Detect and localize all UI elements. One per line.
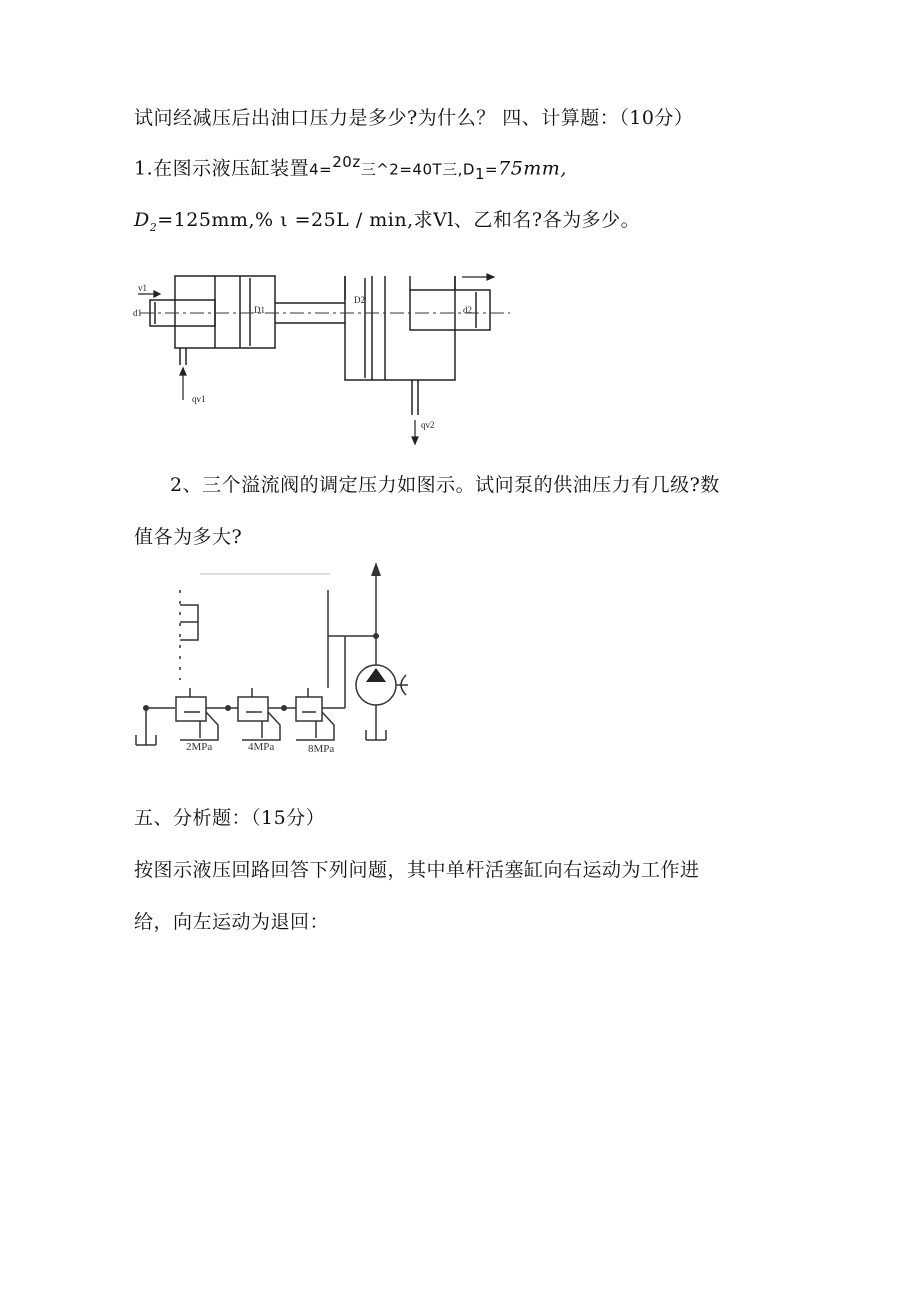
- valve-2-pressure: 4MPa: [248, 741, 275, 753]
- problem-1-lead: 1.在图示液压缸装置: [134, 157, 310, 180]
- pump-triangle: [366, 668, 386, 682]
- question-3-tail: 试问经减压后出油口压力是多少?为什么？ 四、计算题：（10分）: [134, 107, 694, 129]
- problem-1-formula-c: =: [485, 160, 499, 179]
- problem-1-formula-sub: 1: [474, 165, 486, 184]
- problem-2-line-1: 2、三个溢流阀的调定压力如图示。试问泵的供油压力有几级?数: [170, 474, 720, 496]
- label-D2: D2: [354, 295, 365, 305]
- label-qv2: qv2: [421, 420, 435, 430]
- label-d1: d1: [133, 308, 142, 318]
- figure-1-cylinders: [130, 268, 530, 448]
- problem-1-d2-sub: 2: [149, 220, 158, 234]
- problem-1-formula-a: 4=: [309, 160, 333, 179]
- problem-1-d2-symbol: D: [134, 209, 150, 231]
- problem-5-line-1: 按图示液压回路回答下列问题，其中单杆活塞缸向右运动为工作进: [134, 859, 700, 881]
- relief-valve-3: [296, 697, 322, 721]
- valve-3-pressure: 8MPa: [308, 743, 335, 755]
- label-v1: v1: [138, 283, 147, 293]
- valve-1-pressure: 2MPa: [186, 741, 213, 753]
- relief-valve-2: [238, 697, 268, 721]
- figure-2-relief-valves: [130, 558, 420, 758]
- section-5-heading: 五、分析题：（15分）: [134, 807, 326, 829]
- relief-valve-1: [176, 697, 206, 721]
- problem-1-formula-sup: 20z: [332, 153, 361, 171]
- output-arrow: [371, 562, 381, 576]
- label-d2: d2: [463, 305, 472, 315]
- right-cylinder-body: [345, 276, 455, 380]
- problem-1-line-2: [134, 205, 640, 234]
- problem-5-line-2: 给，向左运动为退回：: [134, 911, 330, 933]
- problem-1-formula-d: 75mm,: [498, 157, 567, 180]
- problem-1-formula-b: 三^2=40T三,D: [360, 160, 475, 179]
- problem-2-line-2: 值各为多大?: [134, 526, 243, 548]
- problem-1-line-2-rest: =125mm,% ι =25L / min,求Vl、乙和名?各为多少。: [157, 209, 641, 231]
- label-D1: D1: [254, 305, 265, 315]
- label-qv1: qv1: [192, 394, 206, 404]
- problem-1-line-1: [134, 153, 567, 183]
- right-rod: [410, 290, 490, 330]
